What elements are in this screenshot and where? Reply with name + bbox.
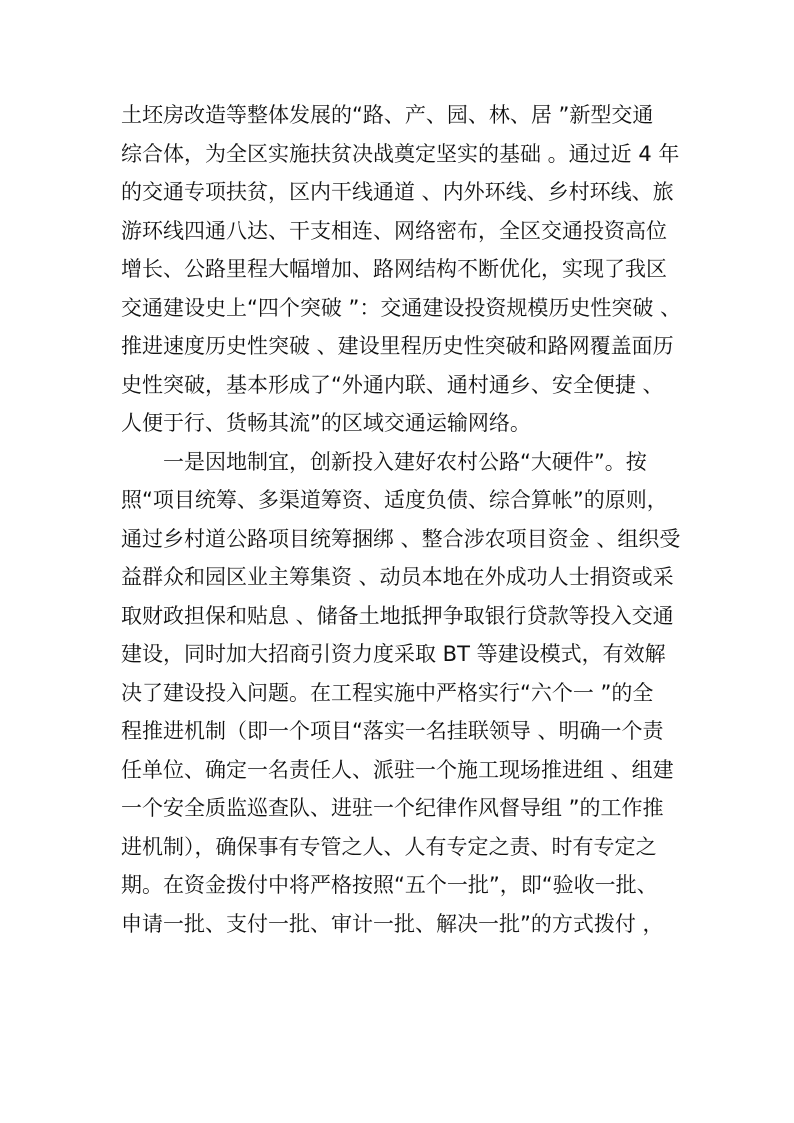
body-text <box>121 96 682 943</box>
text-line: 进机制），确保事有专管之人、人有专定之责、时有专定之 <box>121 834 657 859</box>
text-line: 益群众和园区业主筹集资 、动员本地在外成功人士捐资或采 <box>121 565 674 589</box>
text-line: 取财政担保和贴息 、储备土地抵押争取银行贷款等投入交通 <box>121 603 674 628</box>
text-line: 人便于行、货畅其流”的区域交通运输网络。 <box>121 411 531 435</box>
text-line: 照“项目统筹、多渠道筹资、适度负债、综合算帐”的原则， <box>121 488 668 512</box>
paragraph-start-line: 一是因地制宜，创新投入建好农村公路“大硬件”。按 <box>163 449 647 474</box>
text-line: 增长、公路里程大幅增加、路网结构不断优化，实现了我区 <box>121 257 667 281</box>
text-line: 综合体，为全区实施扶贫决战奠定坚实的基础 。通过近 4 年 <box>121 141 680 166</box>
text-line: 建设，同时加大招商引资力度采取 BT 等建设模式，有效解 <box>121 642 666 666</box>
text-line: 一个安全质监巡查队、进驻一个纪律作风督导组 ”的工作推 <box>121 796 664 820</box>
text-line: 史性突破，基本形成了“外通内联、通村通乡、安全便捷 、 <box>121 372 664 397</box>
text-line: 的交通专项扶贫，区内干线通道 、内外环线、乡村环线、旅 <box>121 180 674 204</box>
text-line: 土坯房改造等整体发展的“路、产、园、林、居 ”新型交通 <box>121 103 654 127</box>
text-line: 游环线四通八达、干支相连、网络密布，全区交通投资高位 <box>121 218 667 243</box>
text-line: 申请一批、支付一批、审计一批、解决一批”的方式拨付 ， <box>121 911 664 936</box>
text-line: 期。在资金拨付中将严格按照“五个一批”，即“验收一批、 <box>121 873 658 897</box>
text-line: 程推进机制（即一个项目“落实一名挂联领导 、明确一个责 <box>121 719 664 743</box>
text-line: 决了建设投入问题。在工程实施中严格实行“六个一 ”的全 <box>121 680 654 705</box>
text-line: 交通建设史上“四个突破 ”：交通建设投资规模历史性突破 、 <box>121 295 682 320</box>
text-line: 推进速度历史性突破 、建设里程历史性突破和路网覆盖面历 <box>121 334 674 358</box>
text-line: 通过乡村道公路项目统筹捆绑 、整合涉农项目资金 、组织受 <box>121 526 681 551</box>
text-line: 任单位、确定一名责任人、派驻一个施工现场推进组 、组建 <box>121 757 674 782</box>
